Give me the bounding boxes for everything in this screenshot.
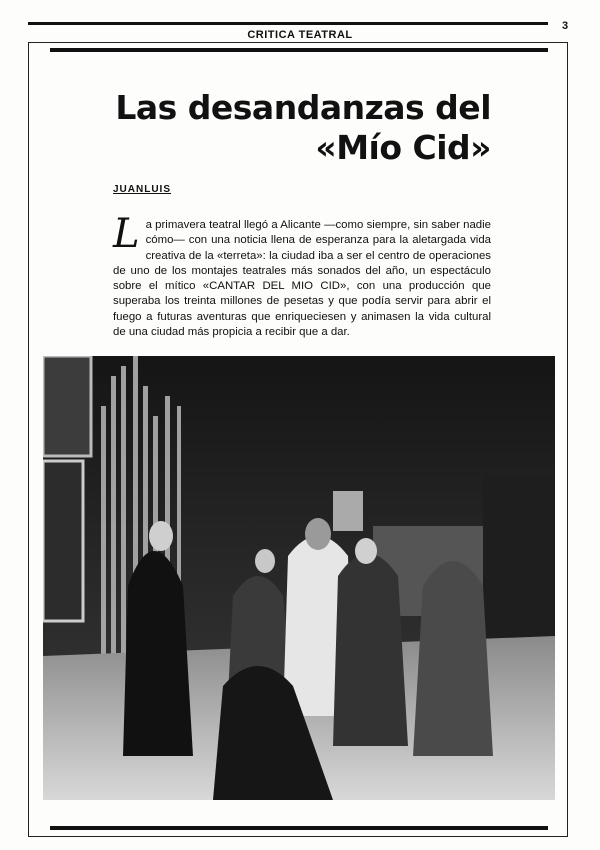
page-number: 3 bbox=[562, 20, 569, 32]
bottom-rule bbox=[50, 826, 548, 830]
stage-photo bbox=[43, 356, 555, 800]
drop-cap: L bbox=[113, 211, 140, 257]
photo-illustration bbox=[43, 356, 555, 800]
author-byline: JUANLUIS bbox=[113, 184, 172, 195]
top-rule bbox=[50, 48, 548, 52]
section-title: CRITICA TEATRAL bbox=[247, 29, 353, 41]
body-text: a primavera teatral llegó a Alicante —como siempre, sin saber nadie cómo— con una noticia llena de esperanza para la aletargada vida creativa de la «terreta»: la ciudad iba a ser el centro de operaciones de uno de los montajes teatrales más sonados del año, un espectáculo sobre el mítico «CANTAR DEL MIO CID», con una producción que superaba los treinta millones de pesetas y que podía servir para abrir el fuego a futuras aventuras que enriqueciesen y animasen la vida cultural de una ciudad más propicia a recibir que a dar. bbox=[113, 219, 491, 339]
header-rule bbox=[28, 22, 548, 25]
title-line-2: «Mío Cid» bbox=[315, 128, 491, 167]
article-body bbox=[113, 211, 491, 340]
article-title bbox=[115, 88, 491, 168]
title-line-1: Las desandanzas del bbox=[115, 88, 491, 127]
